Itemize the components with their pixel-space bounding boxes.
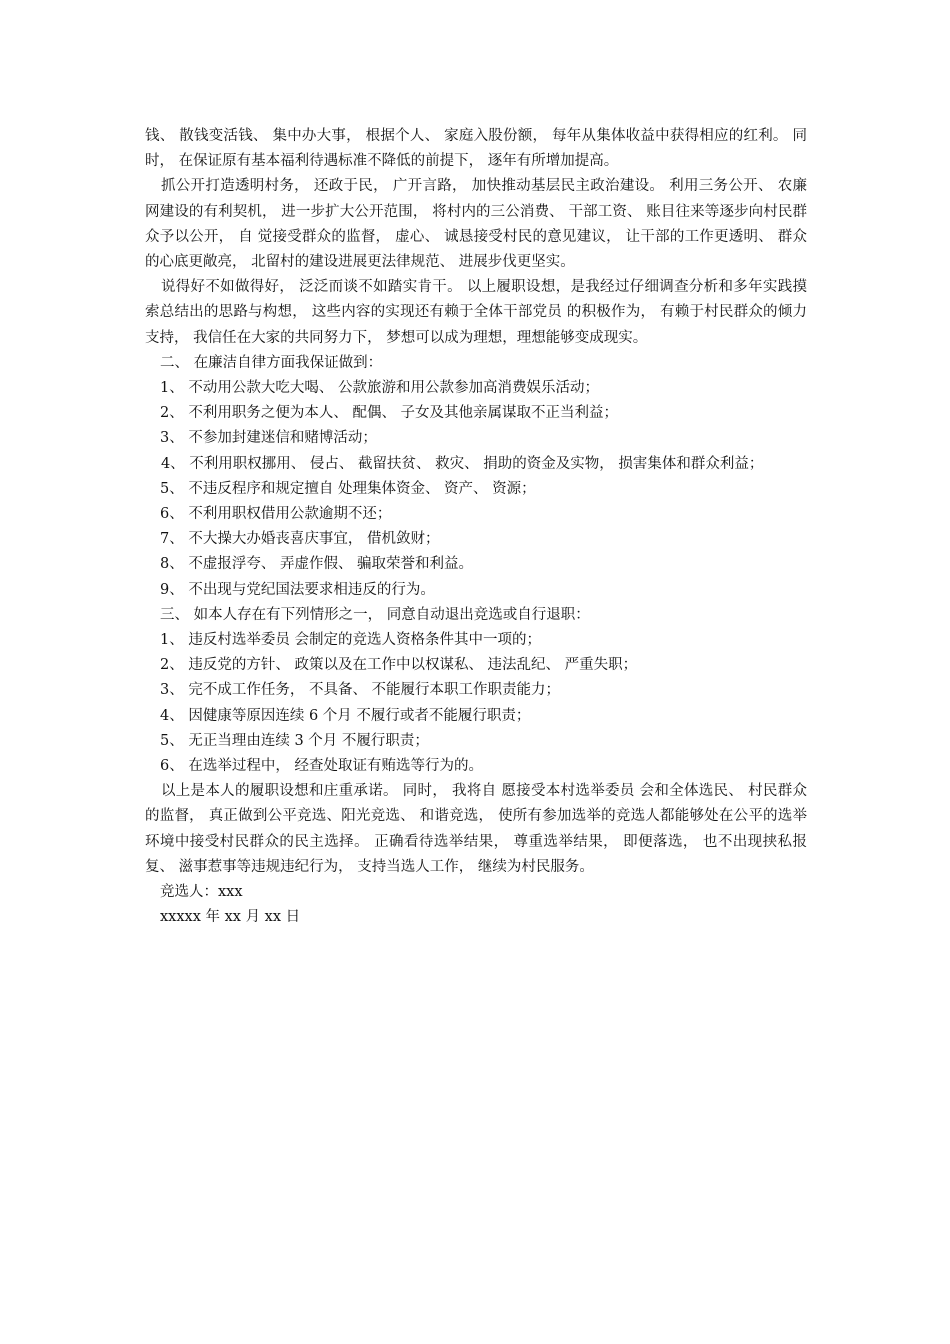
- document-page: [145, 124, 807, 931]
- list-item: 6、 不利用职权借用公款逾期不还；: [160, 506, 392, 523]
- list-item: 5、 无正当理由连续 3 个月 不履行职责；: [160, 732, 429, 749]
- list-item: 2、 违反党的方针、 政策以及在工作中以权谋私、 违法乱纪、 严重失职；: [160, 657, 638, 674]
- list-item: 4、 因健康等原因连续 6 个月 不履行或者不能履行职责；: [160, 707, 531, 724]
- signature-date: xxxxx 年 xx 月 xx 日: [160, 909, 301, 926]
- list-item: 8、 不虚报浮夸、 弄虚作假、 骗取荣誉和利益。: [160, 556, 474, 573]
- list-item: 9、 不出现与党纪国法要求相违反的行为。: [160, 581, 435, 598]
- list-item: 5、 不违反程序和规定擅自 处理集体资金、 资产、 资源；: [160, 480, 536, 497]
- list-item: 1、 不动用公款大吃大喝、 公款旅游和用公款参加高消费娱乐活动；: [160, 380, 599, 397]
- section-3-heading: 三、 如本人存在有下列情形之一， 同意自动退出竞选或自行退职：: [160, 606, 590, 623]
- section-2-heading: 二、 在廉洁自律方面我保证做到：: [160, 354, 383, 371]
- closing-paragraph: 以上是本人的履职设想和庄重承诺。 同时， 我将自 愿接受本村选举委员 会和全体选民、 村民群众的监督， 真正做到公平竞选、阳光竞选、 和谐竞选， 使所有参加选举的竞选人都能够处在公平的选举环境中接受村民群众的民主选择。 正确看待选举结果， 尊重选举结果， 即便落选， 也不出现挟私报复、 滋事惹事等违规违纪行为， 支持当选人工作， 继续为村民服务。: [145, 783, 807, 875]
- paragraph-dividend: 钱、 散钱变活钱、 集中办大事， 根据个人、 家庭入股份额， 每年从集体收益中获得相应的红利。 同时， 在保证原有基本福利待遇标准不降低的前提下， 逐年有所增加提高。: [145, 128, 807, 170]
- list-item: 1、 违反村选举委员 会制定的竞选人资格条件其中一项的；: [160, 632, 541, 649]
- list-item: 2、 不利用职务之便为本人、 配偶、 子女及其他亲属谋取不正当利益；: [160, 405, 619, 422]
- list-item: 4、 不利用职权挪用、 侵占、 截留扶贫、 救灾、 捐助的资金及实物， 损害集体和群众利益；: [160, 455, 764, 472]
- list-item: 3、 不参加封建迷信和赌博活动；: [160, 430, 377, 447]
- candidate-signature: 竞选人：xxx: [160, 884, 243, 901]
- paragraph-transparency: 抓公开打造透明村务， 还政于民， 广开言路， 加快推动基层民主政治建设。 利用三务公开、 农廉网建设的有利契机， 进一步扩大公开范围， 将村内的三公消费、 干部工资、 账目往来等逐步向村民群众予以公开， 自 觉接受群众的监督， 虚心、 诚恳接受村民的意见建议， 让干部的工作更透明、 群众的心底更敞亮， 北留村的建设进展更法律规范、 进展步伐更坚实。: [145, 178, 807, 271]
- paragraph-summary: 说得好不如做得好， 泛泛而谈不如踏实肯干。 以上履职设想，是我经过仔细调查分析和多年实践摸索总结出的思路与构想， 这些内容的实现还有赖于全体干部党员 的积极作为， 有赖于村民群众的倾力支持， 我信任在大家的共同努力下， 梦想可以成为理想，理想能够变成现实。: [145, 279, 807, 346]
- list-item: 7、 不大操大办婚丧喜庆事宜， 借机敛财；: [160, 531, 440, 548]
- list-item: 6、 在选举过程中， 经查处取证有贿选等行为的。: [160, 758, 483, 775]
- list-item: 3、 完不成工作任务， 不具备、 不能履行本职工作职责能力；: [160, 682, 561, 699]
